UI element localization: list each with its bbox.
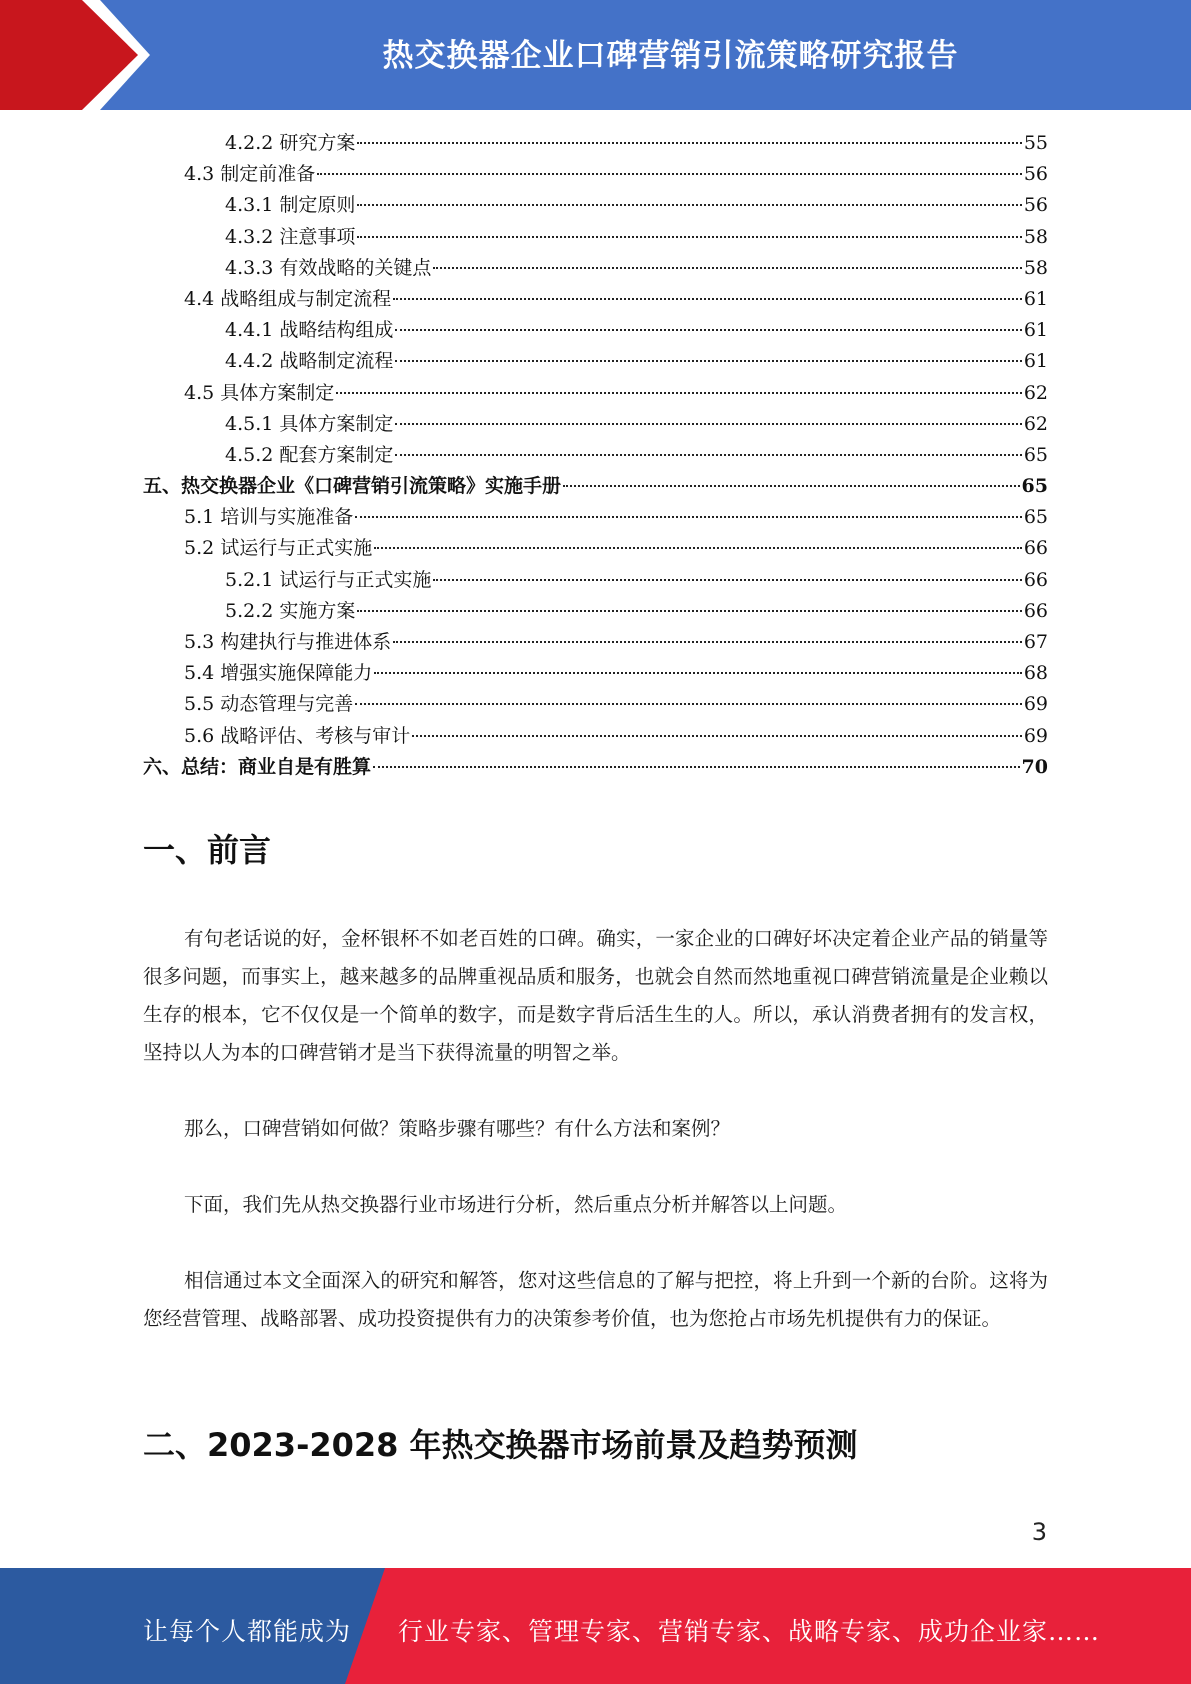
toc-leader-dots [355, 703, 1022, 705]
toc-leader-dots [355, 516, 1022, 518]
toc-entry-page: 68 [1023, 662, 1048, 685]
toc-entry[interactable] [143, 596, 1048, 627]
toc-entry[interactable] [143, 409, 1048, 440]
toc-leader-dots [395, 423, 1021, 425]
toc-entry-page: 65 [1023, 443, 1048, 466]
toc-leader-dots [393, 641, 1022, 643]
toc-entry-page: 69 [1023, 724, 1048, 747]
page-footer [0, 1568, 1191, 1684]
toc-entry[interactable] [143, 533, 1048, 564]
toc-entry-label: 5.1 培训与实施准备 [184, 506, 354, 529]
toc-leader-dots [412, 735, 1022, 737]
preface-paragraph-1: 有句老话说的好，金杯银杯不如老百姓的口碑。确实，一家企业的口碑好坏决定着企业产品的销量等很多问题，而事实上，越来越多的品牌重视品质和服务，也就会自然而然地重视口碑营销流量是企业赖以生存的根本，它不仅仅是一个简单的数字，而是数字背后活生生的人。所以，承认消费者拥有的发言权，坚持以人为本的口碑营销才是当下获得流量的明智之举。 [143, 927, 1048, 1064]
toc-entry[interactable] [143, 627, 1048, 658]
toc-entry-label: 4.4.1 战略结构组成 [225, 319, 394, 342]
toc-entry[interactable] [143, 284, 1048, 315]
toc-entry-page: 69 [1023, 693, 1048, 716]
toc-entry-label: 5.6 战略评估、考核与审计 [184, 724, 411, 747]
toc-leader-dots [395, 329, 1021, 331]
toc-entry-label: 5.2 试运行与正式实施 [184, 537, 373, 560]
table-of-contents [143, 128, 1048, 783]
toc-leader-dots [433, 579, 1021, 581]
toc-entry-label: 5.4 增强实施保障能力 [184, 662, 373, 685]
toc-entry[interactable] [143, 222, 1048, 253]
toc-entry-page: 56 [1023, 194, 1048, 217]
toc-entry-label: 4.3.1 制定原则 [225, 194, 356, 217]
toc-entry-label: 4.4.2 战略制定流程 [225, 350, 394, 373]
toc-entry-page: 61 [1023, 319, 1048, 342]
toc-leader-dots [393, 298, 1022, 300]
toc-entry-page: 58 [1023, 256, 1048, 279]
toc-entry[interactable] [143, 253, 1048, 284]
toc-entry-page: 65 [1021, 475, 1048, 498]
toc-entry-label: 4.3.3 有效战略的关键点 [225, 256, 432, 279]
toc-entry-label: 4.4 战略组成与制定流程 [184, 287, 392, 310]
toc-entry-label: 五、热交换器企业《口碑营销引流策略》实施手册 [143, 475, 562, 498]
toc-entry[interactable] [143, 128, 1048, 159]
toc-leader-dots [357, 204, 1021, 206]
toc-leader-dots [336, 392, 1022, 394]
toc-leader-dots [395, 454, 1021, 456]
toc-leader-dots [563, 485, 1020, 487]
page-number: 3 [1031, 1518, 1047, 1546]
toc-entry-page: 62 [1023, 381, 1048, 404]
toc-entry-label: 5.3 构建执行与推进体系 [184, 631, 392, 653]
toc-entry-page: 65 [1023, 506, 1048, 529]
toc-entry-page: 66 [1023, 568, 1048, 591]
toc-entry-label: 4.3 制定前准备 [184, 163, 316, 186]
toc-entry-label: 4.3.2 注意事项 [225, 225, 356, 248]
toc-entry-label: 六、总结：商业自是有胜算 [143, 755, 372, 778]
footer-slogan-left: 让每个人都能成为 [143, 1617, 352, 1646]
toc-entry[interactable] [143, 315, 1048, 346]
header-arrow-icon [0, 0, 140, 110]
toc-entry-page: 67 [1023, 631, 1048, 653]
toc-leader-dots [357, 236, 1021, 238]
toc-entry[interactable] [143, 159, 1048, 190]
toc-leader-dots [374, 547, 1022, 549]
toc-entry[interactable] [143, 471, 1048, 502]
toc-entry-page: 56 [1023, 163, 1048, 186]
toc-entry[interactable] [143, 502, 1048, 533]
page-header [0, 0, 1191, 110]
toc-leader-dots [373, 766, 1020, 768]
toc-entry[interactable] [143, 440, 1048, 471]
preface-paragraph-3: 下面，我们先从热交换器行业市场进行分析，然后重点分析并解答以上问题。 [184, 1193, 848, 1216]
toc-entry[interactable] [143, 565, 1048, 596]
footer-slogan-right: 行业专家、管理专家、营销专家、战略专家、成功企业家…… [398, 1617, 1101, 1646]
toc-entry-label: 4.2.2 研究方案 [225, 132, 356, 154]
toc-entry-page: 55 [1023, 132, 1048, 154]
toc-entry-page: 70 [1021, 755, 1048, 778]
toc-entry-page: 58 [1023, 225, 1048, 248]
toc-leader-dots [374, 672, 1022, 674]
toc-entry[interactable] [143, 658, 1048, 689]
toc-leader-dots [357, 610, 1021, 612]
toc-entry-page: 61 [1023, 350, 1048, 373]
section-heading-preface: 一、前言 [143, 831, 272, 869]
report-title: 热交换器企业口碑营销引流策略研究报告 [382, 38, 959, 74]
toc-leader-dots [433, 267, 1021, 269]
toc-entry[interactable] [143, 346, 1048, 377]
toc-leader-dots [395, 360, 1021, 362]
toc-entry-page: 61 [1023, 287, 1048, 310]
toc-entry-label: 4.5.2 配套方案制定 [225, 443, 394, 466]
toc-entry[interactable] [143, 689, 1048, 720]
toc-leader-dots [317, 173, 1022, 175]
toc-entry[interactable] [143, 721, 1048, 752]
section-heading-market-forecast: 二、2023-2028 年热交换器市场前景及趋势预测 [143, 1426, 858, 1464]
toc-entry-label: 5.5 动态管理与完善 [184, 693, 354, 716]
toc-entry[interactable] [143, 190, 1048, 221]
toc-entry-page: 66 [1023, 537, 1048, 560]
preface-paragraph-2: 那么，口碑营销如何做？策略步骤有哪些？有什么方法和案例？ [184, 1117, 731, 1140]
toc-leader-dots [357, 142, 1021, 144]
toc-entry-page: 62 [1023, 412, 1048, 435]
toc-entry-label: 5.2.1 试运行与正式实施 [225, 568, 432, 591]
toc-entry[interactable] [143, 752, 1048, 783]
toc-entry-label: 5.2.2 实施方案 [225, 599, 356, 622]
toc-entry-label: 4.5 具体方案制定 [184, 381, 335, 404]
toc-entry[interactable] [143, 378, 1048, 409]
toc-entry-label: 4.5.1 具体方案制定 [225, 412, 394, 435]
preface-paragraph-4: 相信通过本文全面深入的研究和解答，您对这些信息的了解与把控，将上升到一个新的台阶。这将为您经营管理、战略部署、成功投资提供有力的决策参考价值，也为您抢占市场先机提供有力的保证。 [143, 1269, 1048, 1330]
toc-entry-page: 66 [1023, 599, 1048, 622]
